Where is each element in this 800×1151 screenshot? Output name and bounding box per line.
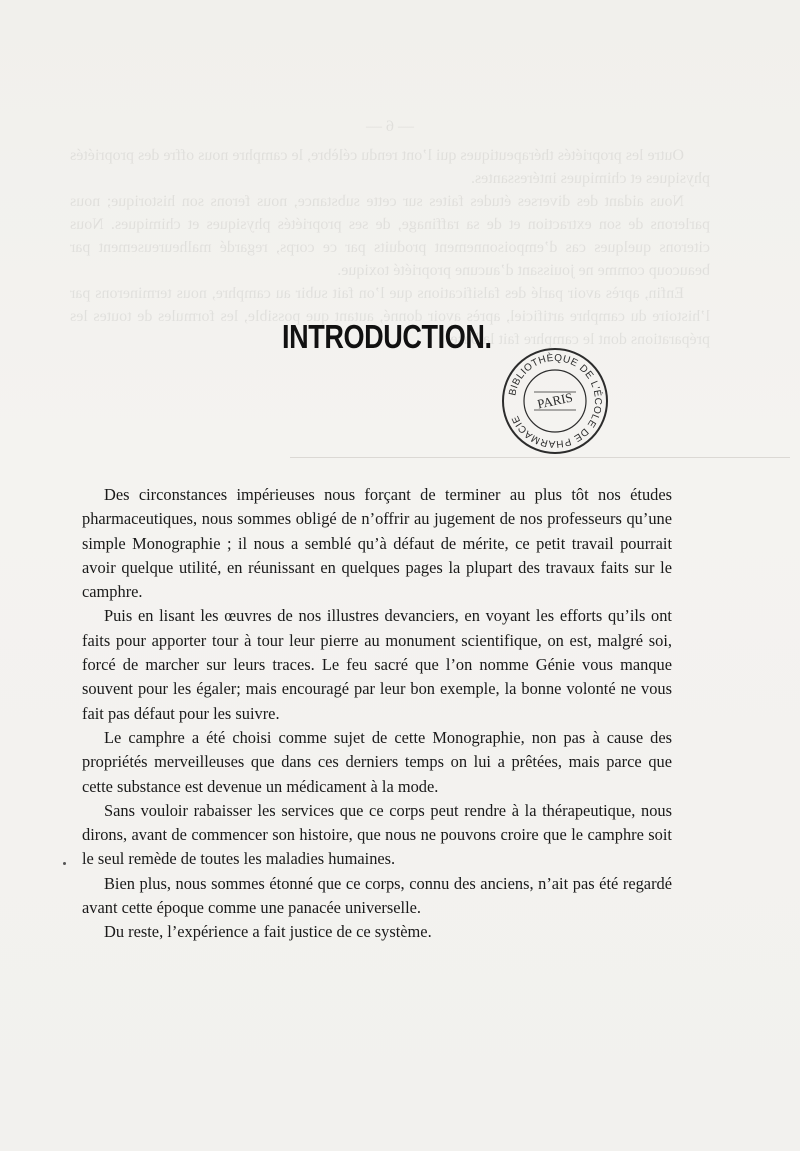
paragraph: Puis en lisant les œuvres de nos illustres devanciers, en voyant les efforts qu’ils ont faits pour apporter tour à tour leur pierre au monument scientifique, on est, malgré soi, forcé de marcher sur leurs traces. Le feu sacré que l’on nomme Génie vous manque souvent pour les égaler; mais encouragé par leur bon exemple, la bonne volonté ne vous fait pas défaut pour les suivre. [82, 606, 672, 723]
bleed-paragraph: Enfin, après avoir parlé des falsifications que l’on fait subir au camphre, nous terminerons par l’histoire du camphre artificiel, après avoir donné, autant que possible, les formules de toutes les préparations dont le camphre fait la base. [70, 285, 710, 348]
library-stamp-icon [500, 346, 610, 456]
paragraph: Du reste, l’expérience a fait justice de ce système. [104, 922, 432, 942]
bleed-paragraph: Outre les propriétés thérapeutiques qui l’ont rendu célèbre, le camphre nous offre des propriétés physiques et chimiques intéressantes. [70, 147, 710, 187]
paragraph: Le camphre a été choisi comme sujet de cette Monographie, non pas à cause des propriétés merveilleuses que dans ces derniers temps on lui a prêtées, mais parce que cette substance est devenue un médicament à la mode. [82, 727, 672, 796]
paragraph: Sans vouloir rabaisser les services que ce corps peut rendre à la thérapeutique, nous dirons, avant de commencer son histoire, que nous ne pouvons croire que le camphre soit le seul remède de toutes les maladies humaines. [82, 800, 672, 869]
bleed-through-text [70, 115, 710, 351]
ink-speck [63, 862, 66, 865]
section-divider [290, 457, 790, 458]
stamp-center-text: PARIS [535, 389, 574, 412]
stamp-ring-text: BIBLIOTHÈQUE DE L'ÉCOLE DE PHARMACIE [507, 352, 604, 450]
bleed-paragraph: Nous aidant des diverses études faites sur cette substance, nous ferons son historique; nous parlerons de son extraction et de sa raffinage, de ses propriétés physiques et chimiques. Nous citerons quelques cas d’empoisonnement produits par ce corps, regardé malheureusement par beaucoup comme ne jouissant d’aucune propriété toxique. [70, 193, 710, 279]
bleed-page-number: — 6 — [366, 118, 414, 135]
paragraph: Des circonstances impérieuses nous forçant de terminer au plus tôt nos études pharmaceutiques, nous sommes obligé de n’offrir au jugement de nos professeurs qu’une simple Monographie ; il nous a semblé qu’à défaut de mérite, ce petit travail pourrait avoir quelque utilité, en réunissant en quelques pages la plupart des travaux faits sur le camphre. [82, 485, 672, 602]
paragraph: Bien plus, nous sommes étonné que ce corps, connu des anciens, n’ait pas été regardé avant cette époque comme une panacée universelle. [82, 873, 672, 918]
introduction-body [82, 483, 672, 945]
page-title: INTRODUCTION. [282, 318, 492, 355]
